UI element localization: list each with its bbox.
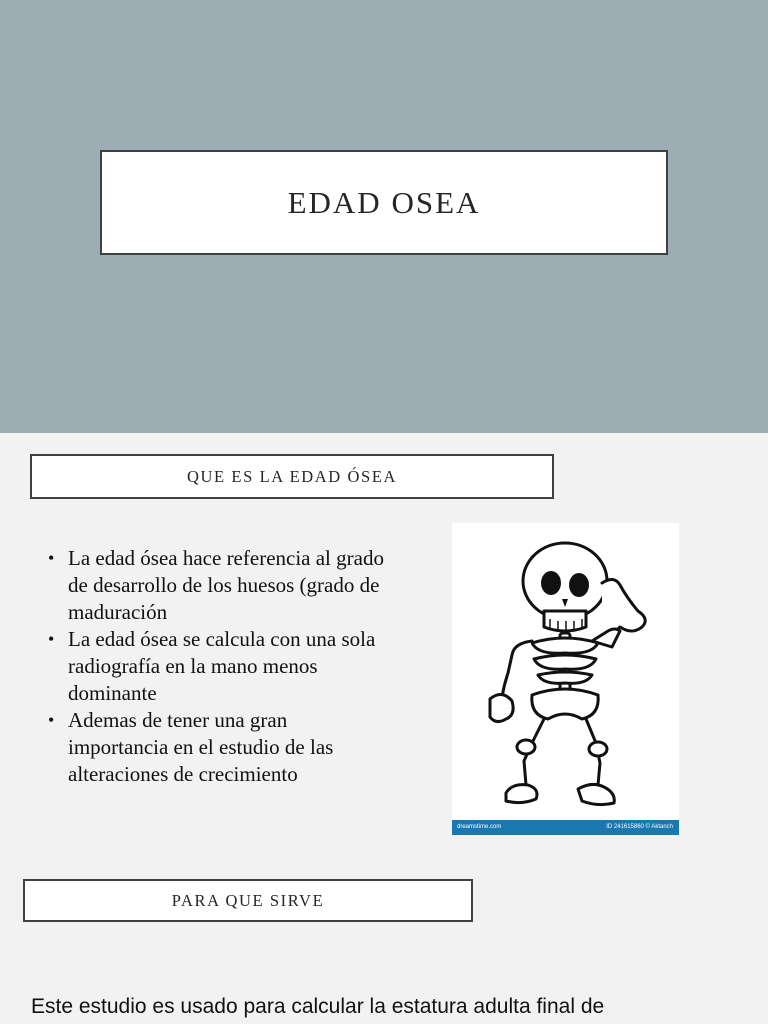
- bullet-icon: •: [48, 548, 55, 568]
- section2-heading: PARA QUE SIRVE: [171, 890, 325, 910]
- bullet-icon: •: [48, 710, 55, 730]
- title-slide: [0, 0, 768, 433]
- bullet-list: [46, 545, 386, 788]
- bullet-text: La edad ósea se calcula con una sola radiografía en la mano menos dominante: [68, 627, 376, 705]
- watermark-left: dreamstime.com: [457, 824, 502, 830]
- title-box: [100, 150, 668, 255]
- bullet-item: [46, 626, 386, 707]
- watermark-bar: [452, 820, 679, 835]
- bullet-icon: •: [48, 629, 55, 649]
- section2-heading-box: [23, 879, 473, 922]
- bullet-item: [46, 707, 386, 788]
- bullet-text: Ademas de tener una gran importancia en el estudio de las alteraciones de crecimiento: [68, 708, 334, 786]
- content-slide: [0, 433, 768, 1024]
- body-paragraph: Este estudio es usado para calcular la estatura adulta final de: [31, 995, 605, 1018]
- slide-title: EDAD OSEA: [287, 184, 481, 220]
- skeleton-icon: [452, 523, 679, 820]
- watermark-right: ID 241615860 © Aktanch: [606, 824, 673, 830]
- section-heading-box: [30, 454, 554, 499]
- skeleton-image: [452, 523, 679, 835]
- bullet-item: [46, 545, 386, 626]
- section-heading: QUE ES LA EDAD ÓSEA: [186, 466, 398, 486]
- bullet-text: La edad ósea hace referencia al grado de desarrollo de los huesos (grado de maduración: [68, 546, 384, 624]
